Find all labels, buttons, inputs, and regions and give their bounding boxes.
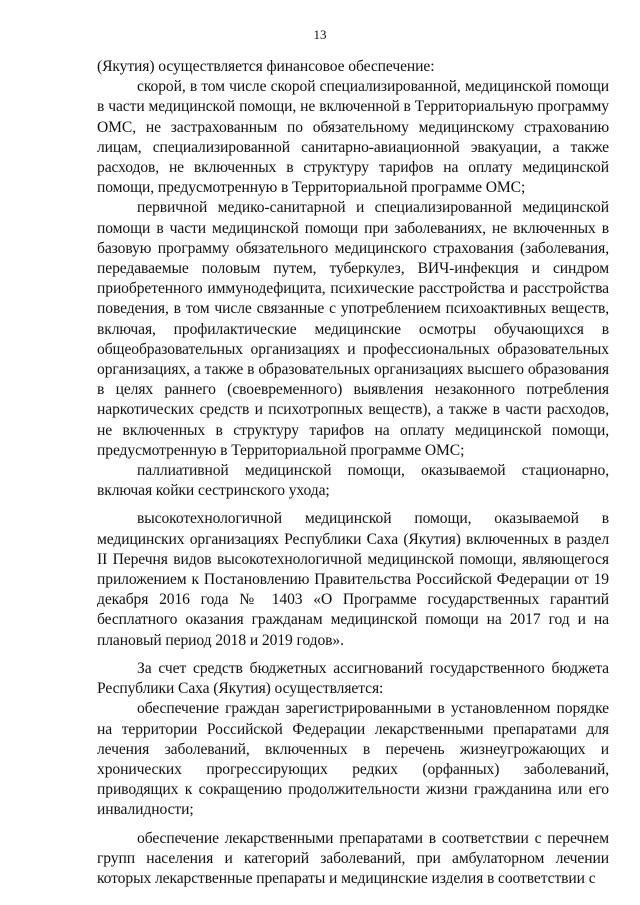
paragraph-intro: (Якутия) осуществляется финансовое обеспечение: <box>97 58 435 75</box>
paragraph-primary-care: первичной медико-санитарной и специализированной медицинской помощи в части медицинской помощи при заболеваниях, не включенных в базовую программу обязательного медицинского страхования (заболевания, передаваемые половым путем, туберкулез, ВИЧ-инфекция и синдром приобретенного иммунодефицита, психические расстройства и расстройства поведения, в том числе связанные с употреблением психоактивных веществ, включая, профилактические медицинские осмотры обучающихся в общеобразовательных организациях и профессиональных образовательных организациях, а также в образовательных организациях высшего образования в целях раннего (своевременного) выявления незаконного потребления наркотических средств и психотропных веществ), а также в части расходов, не включенных в структуру тарифов на оплату медицинской помощи, предусмотренную в Территориальной программе ОМС; <box>97 199 609 459</box>
paragraph-rare-disease-drugs: обеспечение граждан зарегистрированными в установленном порядке на территории Российской Федерации лекарственными препаратами для лечения заболеваний, включенных в перечень жизнеугрожающих и хронических прогрессирующих редких (орфанных) заболеваний, приводящих к сокращению продолжительности жизни гражданина или его инвалидности; <box>97 700 609 819</box>
paragraph-emergency-care: скорой, в том числе скорой специализированной, медицинской помощи в части медицинской помощи, не включенной в Территориальную программу ОМС, не застрахованным по обязательному медицинскому страхованию лицам, специализированной санитарно-авиационной эвакуации, а также расходов, не включенных в структуру тарифов на оплату медицинской помощи, предусмотренную в Территориальной программе ОМС; <box>97 78 609 197</box>
paragraph-high-tech-care: высокотехнологичной медицинской помощи, оказываемой в медицинских организациях Республики Саха (Якутия) включенных в раздел II Перечня видов высокотехнологичной медицинской помощи, являющегося приложением к Постановлению Правительства Российской Федерации от 19 декабря 2016 года № 1403 «О Программе государственных гарантий бесплатного оказания гражданам медицинской помощи на 2017 год и на плановый период 2018 и 2019 годов». <box>97 510 609 649</box>
document-body <box>97 57 609 889</box>
paragraph-outpatient-drugs: обеспечение лекарственными препаратами в соответствии с перечнем групп населения и категорий заболеваний, при амбулаторном лечении которых лекарственные препараты и медицинские изделия в соответствии с <box>97 829 609 887</box>
paragraph-palliative-care: паллиативной медицинской помощи, оказываемой стационарно, включая койки сестринского ухода; <box>97 462 609 500</box>
page-number: 13 <box>313 27 327 42</box>
paragraph-budget-funding: За счет средств бюджетных ассигнований государственного бюджета Республики Саха (Якутия) осуществляется: <box>97 659 609 698</box>
